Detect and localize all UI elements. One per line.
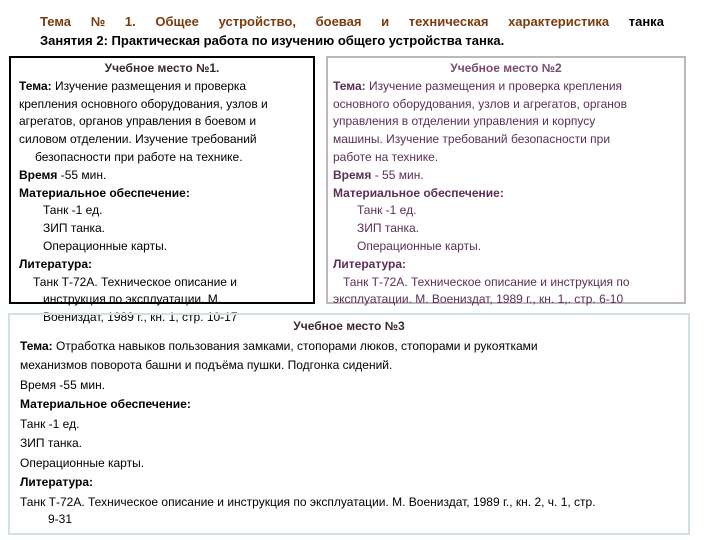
header-word: боевая: [315, 14, 362, 29]
training-place-2: [326, 56, 686, 307]
place-3-material-label: Материальное обеспечение:: [20, 397, 191, 411]
place-2-topic-line: основного оборудования, узлов и агрегатов, органов: [333, 96, 627, 111]
place-1-topic-line: агрегатов, органов управления в боевом и: [19, 114, 257, 129]
place-3-topic: [20, 337, 678, 357]
header-word: устройство,: [218, 14, 296, 29]
place-1-material-label: Материальное обеспечение:: [19, 185, 190, 200]
topic-label: Тема:: [20, 338, 53, 353]
place-1-topic: [19, 78, 305, 96]
topic-label: Тема:: [333, 78, 366, 93]
place-3-literature-label: Литература:: [20, 475, 94, 489]
place-3-topic-line: механизмов поворота башни и подъёма пушки. Подгонка сидений.: [20, 358, 393, 372]
page-header: [40, 12, 664, 50]
header-word: Общее: [155, 14, 199, 29]
place-1-topic-line: силовом отделении. Изучение требований: [19, 132, 257, 147]
literature-line: инструкция по эксплуатации. М.: [43, 292, 222, 307]
place-1-topic-line: безопасности при работе на технике.: [35, 149, 243, 164]
place-2-title: Учебное место №2: [450, 61, 562, 75]
place-2-material-label: Материальное обеспечение:: [333, 185, 504, 200]
topic-text: Изучение размещения и проверка: [51, 78, 247, 93]
place-3-title: Учебное место №3: [293, 319, 405, 333]
topic-text: Отработка навыков пользования замками, стопорами люков, стопорами и рукоятками: [52, 338, 538, 353]
material-item: ЗИП танка.: [20, 436, 83, 450]
material-item: Операционные карты.: [43, 238, 168, 253]
place-1-literature-label: Литература:: [19, 256, 93, 271]
time-value: - 55 мин.: [371, 167, 424, 182]
place-3-time: Время -55 мин.: [20, 377, 106, 392]
topic-label: Тема:: [19, 78, 52, 93]
material-item: ЗИП танка.: [357, 221, 420, 236]
material-item: ЗИП танка.: [43, 221, 106, 236]
literature-line: Воениздат, 1989 г., кн. 1, стр. 10-17: [43, 310, 238, 325]
place-1-topic-line: крепления основного оборудования, узлов и: [19, 96, 268, 111]
time-label: Время: [333, 167, 372, 182]
training-place-3: [8, 313, 690, 535]
place-1-time: [19, 167, 305, 185]
place-2-topic-line: работе на технике.: [333, 149, 439, 164]
place-2-time: [333, 167, 679, 185]
time-label: Время: [19, 167, 58, 182]
training-place-1: [9, 56, 315, 325]
topic-text: Изучение размещения и проверка крепления: [365, 78, 623, 93]
header-word: 1.: [124, 14, 136, 29]
literature-line: Танк Т-72А. Техническое описание и инструкция по эксплуатации. М. Воениздат, 1989 г., кн. 2, ч. 1, стр.: [20, 494, 596, 509]
header-word-end: танка: [628, 14, 664, 29]
material-item: Операционные карты.: [357, 238, 482, 253]
place-2-topic-line: машины. Изучение требований безопасности при: [333, 132, 611, 147]
place-2-literature-label: Литература:: [333, 256, 407, 271]
header-line-2: Занятия 2: Практическая работа по изучению общего устройства танка.: [40, 33, 505, 48]
material-item: Операционные карты.: [20, 455, 145, 470]
header-word: и: [381, 14, 390, 29]
material-item: Танк -1 ед.: [43, 203, 103, 218]
time-value: -55 мин.: [57, 167, 107, 182]
place-1-title: Учебное место №1.: [104, 61, 220, 75]
material-item: Танк -1 ед.: [357, 203, 417, 218]
literature-line: Танк Т-72А. Техническое описание и: [33, 274, 237, 289]
literature-line: 9-31: [48, 512, 73, 526]
header-word: техническая: [408, 14, 489, 29]
literature-line: Танк Т-72А. Техническое описание и инструкция по: [343, 274, 630, 289]
header-word: характеристика: [508, 14, 610, 29]
place-2-topic: [333, 78, 679, 96]
place-2-topic-line: управления в отделении управления и корпусу: [333, 114, 596, 129]
header-word: №: [90, 14, 106, 29]
material-item: Танк -1 ед.: [20, 416, 80, 431]
header-word: Тема: [40, 14, 72, 29]
literature-line: эксплуатации. М. Воениздат, 1989 г., кн. 1,. стр. 6-10: [333, 292, 624, 307]
header-line-1: [40, 12, 664, 31]
